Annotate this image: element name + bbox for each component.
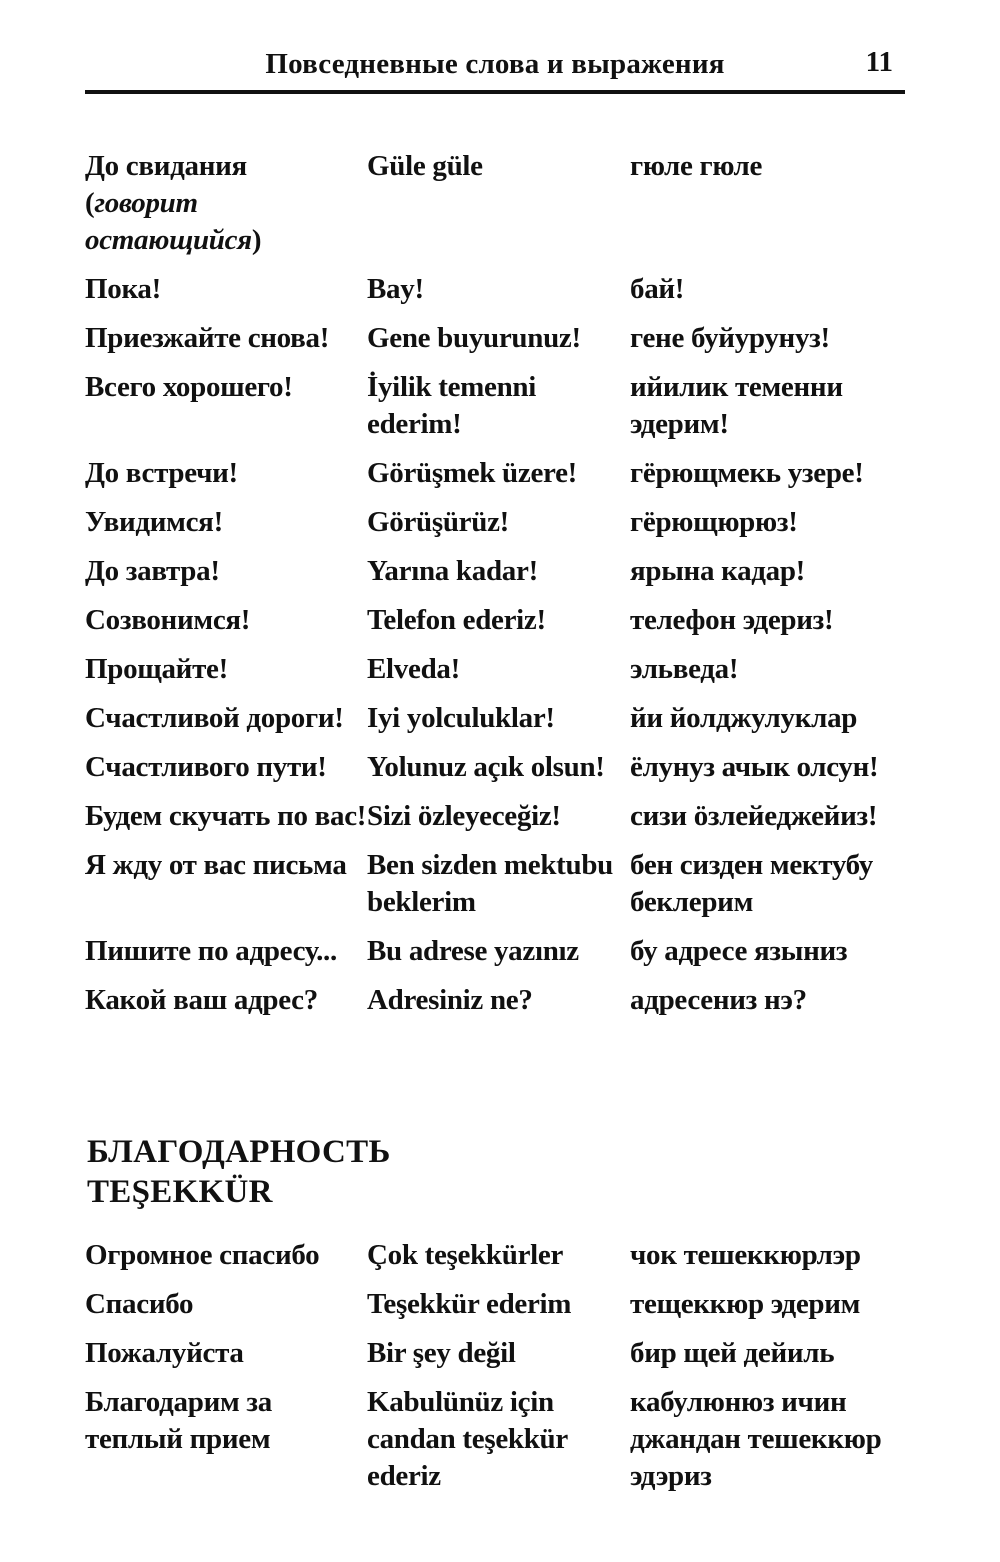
turkish-phrase: Yarına kadar! [367,555,538,587]
phrase-row [85,271,915,308]
transcription: ярына кадар! [630,555,806,587]
phrase-row [85,651,915,688]
transcription: адресениз нэ? [630,984,807,1016]
transcription: ийилик теменни эдерим! [630,371,843,440]
turkish-phrase: Görüşürüz! [367,506,510,538]
russian-phrase: До завтра! [85,555,220,587]
russian-phrase [85,148,367,259]
transcription: гёрющмекь узере! [630,457,864,489]
russian-phrase: Огромное спасибо [85,1239,320,1271]
transcription: ёлунуз ачык олсун! [630,751,879,783]
turkish-phrase: Adresiniz ne? [367,984,533,1016]
running-header [85,40,905,94]
transcription: гёрющюрюз! [630,506,798,538]
turkish-phrase: Iyi yolculuklar! [367,702,555,734]
phrase-row [85,553,915,590]
turkish-phrase: Sizi özleyeceğiz! [367,800,561,832]
turkish-phrase: Bu adrese yazınız [367,935,579,967]
phrase-row [85,749,915,786]
turkish-phrase: Elveda! [367,653,460,685]
russian-phrase: Пожалуйста [85,1337,244,1369]
russian-phrase: Благодарим за теплый прием [85,1386,272,1455]
russian-phrase: Прощайте! [85,653,228,685]
section-title-russian: БЛАГОДАРНОСТЬ [87,1134,391,1170]
phrase-row [85,504,915,541]
phrase-row [85,982,915,1019]
page-number: 11 [865,46,893,78]
turkish-phrase: İyilik temenni ederim! [367,371,537,440]
transcription: гене буйурунуз! [630,322,830,354]
turkish-phrase: Telefon ederiz! [367,604,546,636]
transcription: йи йолджулуклар [630,702,858,734]
phrase-row [85,1335,915,1372]
transcription: телефон эдериз! [630,604,834,636]
russian-phrase: Всего хорошего! [85,371,293,403]
phrase-row [85,148,915,259]
phrase-row [85,602,915,639]
russian-phrase: Счастливого пути! [85,751,327,783]
transcription: чок тешеккюрлэр [630,1239,861,1271]
turkish-phrase: Bay! [367,273,424,305]
transcription: гюле гюле [630,150,763,182]
transcription: эльведа! [630,653,739,685]
russian-phrase: Я жду от вас письма [85,849,347,881]
phrase-row [85,455,915,492]
phrase-row [85,700,915,737]
russian-phrase: До встречи! [85,457,238,489]
russian-phrase: Созвонимся! [85,604,251,636]
russian-phrase: Пока! [85,273,161,305]
thanks-table [85,1237,915,1495]
russian-text: До свидания [85,150,247,182]
turkish-phrase: Güle güle [367,150,483,182]
transcription: сизи öзлейеджейиз! [630,800,878,832]
usage-note: говорит остающийся [85,187,252,256]
transcription: бу адресе языниз [630,935,848,967]
transcription: кабулюнюз ичин джандан тешеккюр эдэриз [630,1386,882,1492]
turkish-phrase: Kabulünüz için candan teşekkür ederiz [367,1386,568,1492]
phrase-row [85,847,915,921]
section-title-turkish: TEŞEKKÜR [87,1174,273,1210]
phrase-row [85,320,915,357]
turkish-phrase: Bir şey değil [367,1337,516,1369]
phrase-row [85,369,915,443]
usage-note-paren-open: ( [85,187,95,219]
transcription: бир щей дейиль [630,1337,835,1369]
russian-phrase: Приезжайте снова! [85,322,330,354]
usage-note-paren-close: ) [251,224,262,256]
turkish-phrase: Ben sizden mektubu beklerim [367,849,613,918]
turkish-phrase: Görüşmek üzere! [367,457,577,489]
russian-phrase: Будем скучать по вас! [85,800,367,832]
section-heading [87,1132,391,1212]
russian-phrase: Счастливой дороги! [85,702,344,734]
phrase-row [85,1237,915,1274]
russian-phrase: Пишите по адресу... [85,935,337,967]
farewells-table [85,148,915,1019]
russian-phrase: Спасибо [85,1288,194,1320]
turkish-phrase: Yolunuz açık olsun! [367,751,605,783]
transcription: тещеккюр эдерим [630,1288,861,1320]
russian-phrase: Какой ваш адрес? [85,984,318,1016]
phrase-row [85,1286,915,1323]
phrase-row [85,933,915,970]
turkish-phrase: Gene buyurunuz! [367,322,581,354]
turkish-phrase: Teşekkür ederim [367,1288,572,1320]
transcription: бен сизден мектубу беклерим [630,849,873,918]
running-title: Повседневные слова и выражения [265,48,725,80]
russian-phrase: Увидимся! [85,506,223,538]
transcription: бай! [630,273,685,305]
turkish-phrase: Çok teşekkürler [367,1239,564,1271]
phrase-row [85,1384,915,1495]
phrase-row [85,798,915,835]
